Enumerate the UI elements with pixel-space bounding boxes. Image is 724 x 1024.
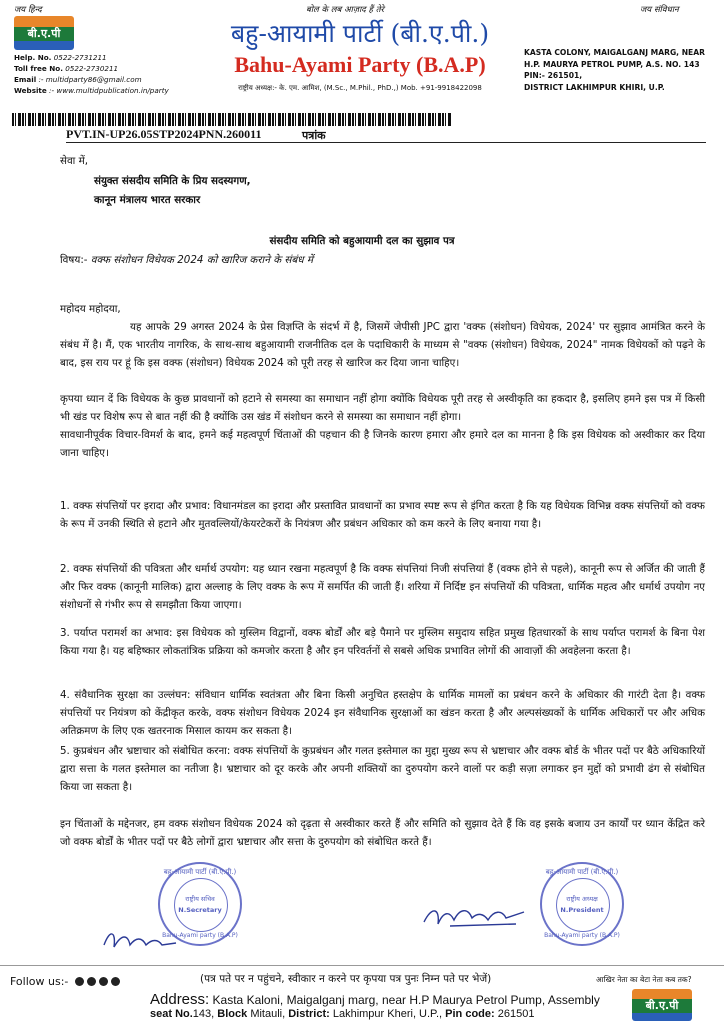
point-4: 4. संवैधानिक सुरक्षा का उल्लंघन: संविधान धार्मिक स्वतंत्रता और बिना किसी अनुचित हस्तक्षेप के धार्मिक मामलों का प्रबंधन करने के अधिकार की गारंटी देता है। वक्फ संपत्तियों पर नियंत्रण को केंद्रीकृत करके, वक्फ संशोधन विधेयक 2024 इन संवैधानिक सुरक्षाओं का खंडन करता है और अल्पसंख्यकों के धार्मिक अधिकारों पर और अधिक अतिक्रमण के लिए एक खतरनाक मिसाल कायम कर सकता है। <box>60 689 705 737</box>
website-label: Website <box>14 86 47 95</box>
president-line: राष्ट्रीय अध्यक्ष:- के. एम. आमिश, (M.Sc., M.Phil., PhD.,) Mob. +91-9918422098 <box>238 84 482 92</box>
help-label: Help. No. <box>14 53 52 62</box>
stamp-ring-top: बहु-आयामी पार्टी (बी.ए.पी.) <box>545 868 619 876</box>
party-name-english: Bahu-Ayami Party (B.A.P) <box>234 52 486 77</box>
stamp-role-english: N.President <box>560 906 604 914</box>
logo-text: बी.ए.पी <box>14 27 74 41</box>
stamp-ring-bottom: Bahu-Ayami party (B.A.P) <box>162 932 238 939</box>
header-address-line: H.P. MAURYA PETROL PUMP, A.S. NO. 143 <box>524 59 700 69</box>
recipient-line-1: संयुक्त संसदीय समिति के प्रिय सदस्यगण, <box>94 175 251 187</box>
header-address-line: DISTRICT LAKHIMPUR KHIRI, U.P. <box>524 82 665 92</box>
follow-us-label: Follow us:- <box>10 975 69 988</box>
party-logo <box>14 16 74 50</box>
subject-text: वक्फ संशोधन विधेयक 2024 को खारिज कराने के संबंध में <box>90 254 313 266</box>
stamp-ring-top: बहु-आयामी पार्टी (बी.ए.पी.) <box>163 868 237 876</box>
help-number: 0522-2731211 <box>53 53 107 62</box>
email-value: :- multidparty86@gmail.com <box>38 75 142 84</box>
subject-line <box>60 251 700 269</box>
president-signature <box>420 900 530 934</box>
pin-value: 261501 <box>497 1008 535 1020</box>
footer-logo <box>632 989 692 1021</box>
email-label: Email <box>14 75 37 84</box>
closing-paragraph: इन चिंताओं के मद्देनजर, हम वक्फ संशोधन विधेयक 2024 को दृढ़ता से अस्वीकार करते हैं और समिति को सुझाव देते हैं कि वह इसके बजाय उन कार्यों पर ध्यान केंद्रित करे जो वक्फ बोर्डों के भीतर पदों पर बैठे लोगों द्वारा भ्रष्टाचार और सत्ता के दुरुपयोग को संबोधित करते हैं। <box>60 818 705 848</box>
header-address-line: PIN:- 261501, <box>524 71 583 80</box>
district-value: Lakhimpur Kheri, U.P., <box>332 1008 443 1020</box>
paragraph-2: कृपया ध्यान दें कि विधेयक के कुछ प्रावधानों को हटाने से समस्या का समाधान नहीं होगा क्योंकि विधेयक पूरी तरह से अस्वीकृति का हकदार है, इसलिए हमने इस पत्र में किसी भी खंड पर विशेष रूप से बात नहीं की है क्योंकि उस खंड में संशोधन करने से समस्या का समाधान नहीं होगा। <box>60 393 705 423</box>
footer-logo-text: बी.ए.पी <box>632 999 692 1013</box>
twitter-icon[interactable] <box>111 977 120 986</box>
recipient-line-2: कानून मंत्रालय भारत सरकार <box>94 194 201 206</box>
party-name-hindi: बहु-आयामी पार्टी (बी.ए.पी.) <box>230 19 490 48</box>
website-value: :- www.multidpublication.in/party <box>49 86 169 95</box>
seat-no: 143, <box>192 1008 215 1020</box>
point-3: 3. पर्याप्त परामर्श का अभाव: इस विधेयक को मुस्लिम विद्वानों, वक्फ बोर्डों और बड़े पैमाने पर मुस्लिम समुदाय सहित प्रमुख हितधारकों के साथ पर्याप्त परामर्श के बिना पेश किया गया है। यह बहिष्कार लोकतांत्रिक प्रक्रिया को कमजोर करता है और इन परिवर्तनों से सबसे अधिक प्रभावित लोगों की आवाज़ों की अवहेलना करता है। <box>60 627 705 657</box>
return-notice: (पत्र पते पर न पहुंचने, स्वीकार न करने पर कृपया पत्र पुनः निम्न पते पर भेजें) <box>200 973 492 985</box>
to-line: सेवा में, <box>60 155 89 167</box>
paragraph-3: सावधानीपूर्वक विचार-विमर्श के बाद, हमने कई महत्वपूर्ण चिंताओं की पहचान की है जिनके कारण हमारा और हमारे दल का मानना है कि इस विधेयक को अस्वीकार कर दिया जाना चाहिए। <box>60 429 705 459</box>
stamp-role-english: N.Secretary <box>178 906 222 914</box>
reference-number: PVT.IN-UP26.05STP2024PNN.260011 <box>66 127 262 141</box>
pin-label: Pin code: <box>445 1008 495 1020</box>
footer-address-line-1 <box>150 991 600 1008</box>
follow-us <box>10 975 120 988</box>
facebook-icon[interactable] <box>75 977 84 986</box>
reference-label: पत्रांक <box>302 129 326 142</box>
stamp-role-hindi: राष्ट्रीय अध्यक्ष <box>566 895 598 903</box>
block-value: Mitauli, <box>250 1008 286 1020</box>
president-stamp <box>540 862 624 946</box>
stamp-role-hindi: राष्ट्रीय सचिव <box>185 895 215 903</box>
slogan-left: जय हिन्द <box>14 5 42 15</box>
letter-heading: संसदीय समिति को बहुआयामी दल का सुझाव पत्र <box>269 235 455 247</box>
salutation: महोदय महोदया, <box>60 303 121 315</box>
secretary-signature <box>100 925 180 955</box>
header-address <box>524 47 714 93</box>
seat-label: seat No. <box>150 1008 193 1020</box>
footer-address-line-2 <box>150 1008 534 1020</box>
toll-label: Toll free No. <box>14 64 63 73</box>
block-label: Block <box>217 1008 248 1020</box>
divider <box>66 142 706 143</box>
paragraph-1: यह आपके 29 अगस्त 2024 के प्रेस विज्ञप्ति के संदर्भ में है, जिसमें जेपीसी JPC द्वारा 'वक्फ (संशोधन) विधेयक, 2024' पर सुझाव आमंत्रित करने के संबंध में है। मैं, एक भारतीय नागरिक, के साथ-साथ बहुआयामी राजनीतिक दल के पदाधिकारी के माध्यम से "वक्फ (संशोधन) विधेयक, 2024" नामक विधेयकों को पढ़ने के बाद, इस राय पर हूं कि इस वक्फ (संशोधन) विधेयक 2024 को पूरी तरह से खारिज कर दिया जाना चाहिए। <box>60 321 705 369</box>
instagram-icon[interactable] <box>87 977 96 986</box>
barcode <box>12 113 452 126</box>
address-label: Address: <box>150 991 210 1008</box>
point-5: 5. कुप्रबंधन और भ्रष्टाचार को संबोधित करना: वक्फ संपत्तियों के कुप्रबंधन और गलत इस्तेमाल का मुद्दा मुख्य रूप से भ्रष्टाचार और वक्फ बोर्ड के भीतर पदों पर बैठे अधिकारियों द्वारा सत्ता के गलत इस्तेमाल का नतीजा है। भ्रष्टाचार को दूर करके और अपनी शक्तियों का दुरुपयोग करने वालों पर कड़ी सज़ा लगाकर इन मुद्दों को प्रभावी ढंग से संबोधित किया जा सकता है। <box>60 745 705 793</box>
tagline: आखिर नेता का बेटा नेता कब तक? <box>596 975 692 984</box>
slogan-right: जय संविधान <box>640 5 679 15</box>
toll-number: 0522-2730211 <box>65 64 119 73</box>
point-1: 1. वक्फ संपत्तियों पर इरादा और प्रभाव: विधानमंडल का इरादा और प्रस्तावित प्रावधानों का प्रभाव स्पष्ट रूप से इंगित करता है कि यह विधेयक विभिन्न वक्फ संपत्तियों को वक्फ के रूप में उनकी स्थिति से हटाने और मुतवल्लियों/केयरटेकरों के नियंत्रण और प्रबंधन अधिकार को कम करने के लिए बनाया गया है। <box>60 500 705 530</box>
footer-divider <box>0 965 724 966</box>
youtube-icon[interactable] <box>99 977 108 986</box>
subject-label: विषय:- <box>60 254 88 266</box>
stamp-ring-bottom: Bahu-Ayami party (B.A.P) <box>544 932 620 939</box>
point-2: 2. वक्फ संपत्तियों की पवित्रता और धर्मार्थ उपयोग: यह ध्यान रखना महत्वपूर्ण है कि वक्फ संपत्तियां निजी संपत्तियां हैं (वक्फ होने से पहले), कानूनी रूप से अर्जित की जाती हैं और फिर वक्फ (कानूनी मालिक) द्वारा अल्लाह के लिए वक्फ के रूप में समर्पित की जाती हैं। शरिया में निर्दिष्ट इन संपत्तियों की पवित्रता, धार्मिक महत्व और धर्मार्थ उपयोग नए संशोधनों से गंभीर रूप से समझौता किया जाएगा। <box>60 563 705 611</box>
address-text: Kasta Kaloni, Maigalganj marg, near H.P Maurya Petrol Pump, Assembly <box>212 993 600 1007</box>
slogan-center: बोल के लब आज़ाद हैं तेरे <box>306 5 385 15</box>
contact-block <box>14 52 169 96</box>
district-label: District: <box>288 1008 330 1020</box>
header-address-line: KASTA COLONY, MAIGALGANJ MARG, NEAR <box>524 48 705 57</box>
